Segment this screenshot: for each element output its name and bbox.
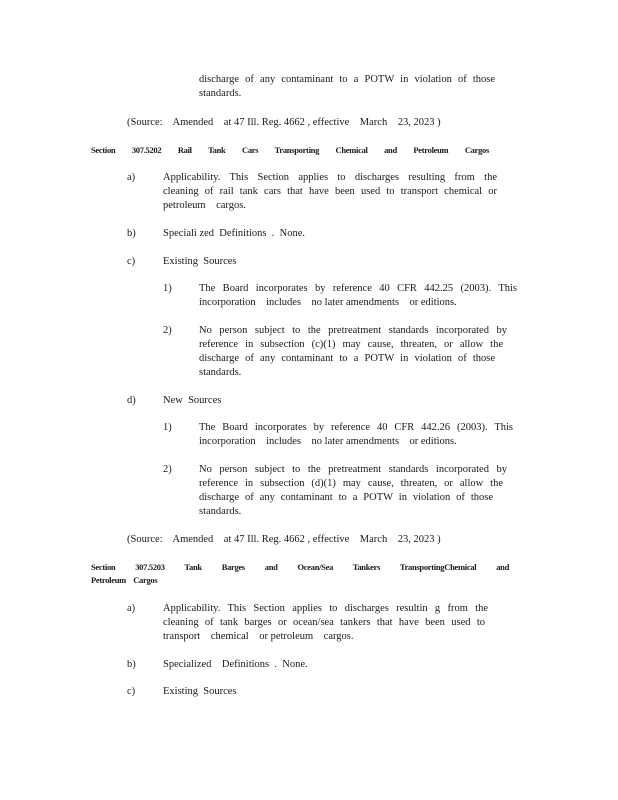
top-fragment-line: discharge of any contaminant to a POTW in violation of those <box>199 74 495 85</box>
item-text: New Sources <box>163 395 222 406</box>
subitem-marker: 1) <box>163 283 172 294</box>
subitem-line: The Board incorporates by reference 40 CFR 442.25 (2003). This <box>199 283 517 294</box>
subitem-line: No person subject to the pretreatment standards incorporated by <box>199 464 507 475</box>
section-heading-continued: Petroleum Cargos <box>91 575 158 585</box>
item-marker: c) <box>127 686 136 697</box>
subitem-line: standards. <box>199 367 242 378</box>
item-marker: b) <box>127 659 136 670</box>
item-line: Applicability. This Section applies to discharges resulting from the <box>163 172 497 183</box>
source-note: (Source: Amended at 47 Ill. Reg. 4662 , effective March 23, 2023 ) <box>127 117 441 128</box>
item-marker: c) <box>127 256 136 267</box>
item-marker: a) <box>127 603 136 614</box>
subitem-line: reference in subsection (d)(1) may cause, threaten, or allow the <box>199 478 503 489</box>
subitem-line: incorporation includes no later amendments or editions. <box>199 297 457 308</box>
source-note: (Source: Amended at 47 Ill. Reg. 4662 , effective March 23, 2023 ) <box>127 534 441 545</box>
item-text: Speciali zed Definitions . None. <box>163 228 306 239</box>
item-line: transport chemical or petroleum cargos. <box>163 631 354 642</box>
item-text: Specialized Definitions . None. <box>163 659 308 670</box>
item-line: Applicability. This Section applies to discharges resultin g from the <box>163 603 488 614</box>
item-line: cleaning of tank barges or ocean/sea tankers that have been used to <box>163 617 485 628</box>
item-line: cleaning of rail tank cars that have been used to transport chemical or <box>163 186 497 197</box>
item-marker: b) <box>127 228 136 239</box>
subitem-marker: 1) <box>163 422 172 433</box>
subitem-line: discharge of any contaminant to a POTW in violation of those <box>199 353 495 364</box>
subitem-line: reference in subsection (c)(1) may cause, threaten, or allow the <box>199 339 503 350</box>
subitem-marker: 2) <box>163 464 172 475</box>
subitem-line: incorporation includes no later amendments or editions. <box>199 436 457 447</box>
subitem-line: standards. <box>199 506 242 517</box>
section-heading: Section 307.5203 Tank Barges and Ocean/Sea Tankers TransportingChemical and <box>91 562 509 572</box>
item-marker: a) <box>127 172 136 183</box>
item-line: petroleum cargos. <box>163 200 246 211</box>
item-text: Existing Sources <box>163 686 237 697</box>
subitem-line: The Board incorporates by reference 40 CFR 442.26 (2003). This <box>199 422 513 433</box>
subitem-line: No person subject to the pretreatment standards incorporated by <box>199 325 507 336</box>
subitem-line: discharge of any contaminant to a POTW in violation of those <box>199 492 493 503</box>
item-text: Existing Sources <box>163 256 237 267</box>
top-fragment-line: standards. <box>199 88 242 99</box>
item-marker: d) <box>127 395 136 406</box>
subitem-marker: 2) <box>163 325 172 336</box>
section-heading: Section 307.5202 Rail Tank Cars Transporting Chemical and Petroleum Cargos <box>91 145 489 155</box>
